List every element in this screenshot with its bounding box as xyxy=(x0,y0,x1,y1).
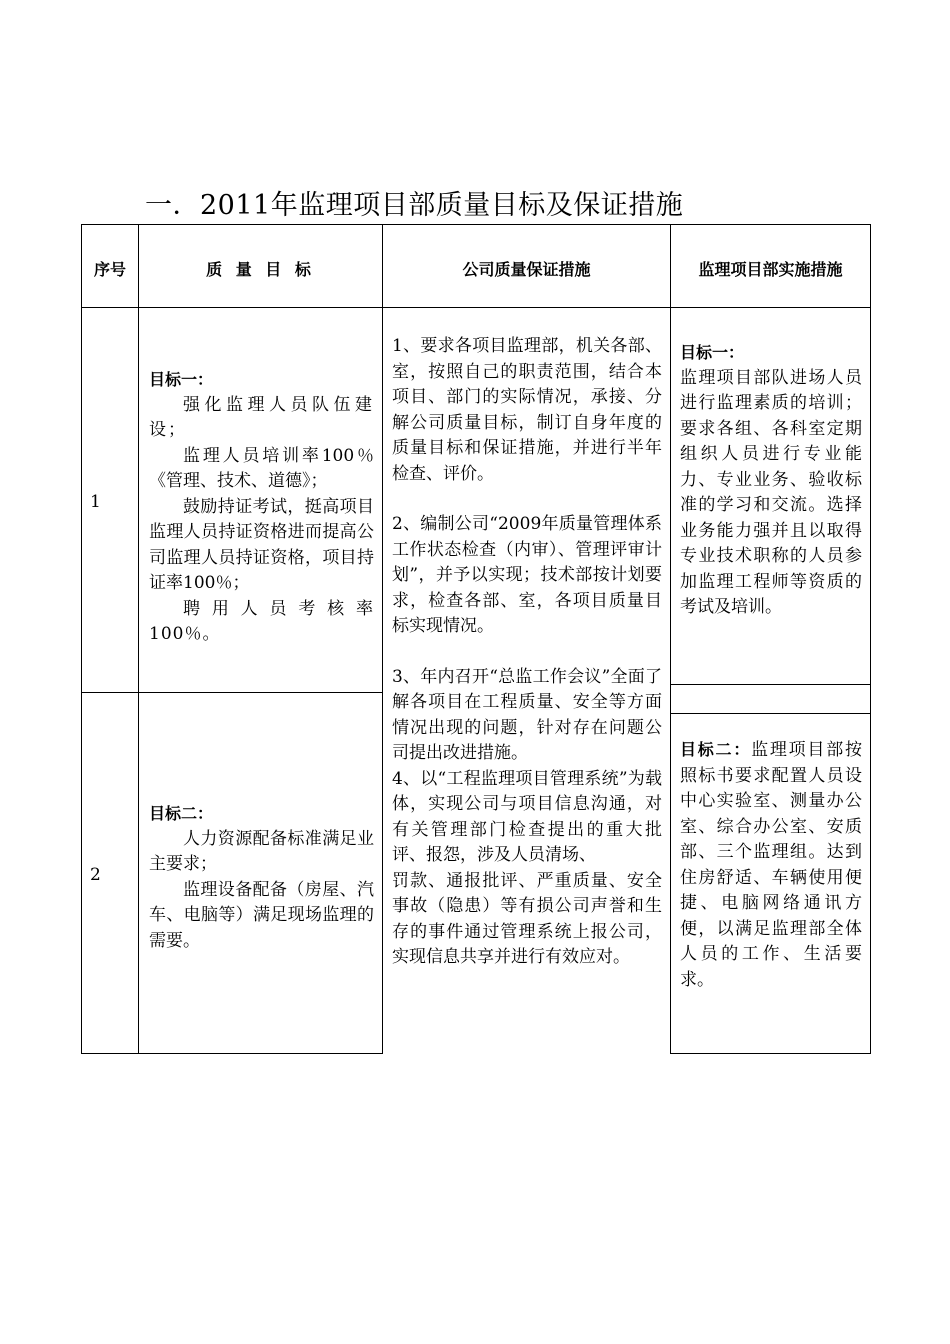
col-border-right xyxy=(870,224,871,1054)
impl-divider-top xyxy=(670,684,871,685)
col-border-3 xyxy=(670,224,671,1054)
company-measure-item: 罚款、通报批评、严重质量、安全事故（隐患）等有损公司声誉和生存的事件通过管理系统上报公司，实现信息共享并进行有效应对。 xyxy=(392,870,662,967)
row-2-goal xyxy=(149,801,374,954)
right-bottom-border xyxy=(670,1053,871,1054)
header-company-measures: 公司质量保证措施 xyxy=(462,260,591,279)
row-2-impl xyxy=(680,737,862,993)
impl-2-title: 目标二： xyxy=(680,740,752,759)
table-top-border xyxy=(81,224,871,225)
header-impl-measures: 监理项目部实施措施 xyxy=(698,260,843,279)
goal-2-title: 目标二： xyxy=(149,804,214,823)
impl-2-text: 监理项目部按照标书要求配置人员设中心实验室、测量办公室、综合办公室、安质部、三个监理组。达到住房舒适、车辆使用便捷、电脑网络通讯方便，以满足监理部全体人员的工作、生活要求。 xyxy=(680,740,862,990)
row-1-goal xyxy=(149,367,374,648)
company-measure-item: 1、要求各项目监理部，机关各部、室，按照自己的职责范围，结合本项目、部门的实际情况，承接、分解公司质量目标，制订自身年度的质量目标和保证措施，并进行半年检查、评价。 xyxy=(392,336,662,484)
goal-1-title: 目标一： xyxy=(149,370,214,389)
col-border-2 xyxy=(382,224,383,1054)
company-measure-item: 3、年内召开“总监工作会议”全面了解各项目在工程质量、安全等方面情况出现的问题，针对存在问题公司提出改进措施。 xyxy=(392,666,662,763)
company-measure-item: 4、以“工程监理项目管理系统”为载体，实现公司与项目信息沟通，对有关管理部门检查提出的重大批评、报怨，涉及人员清场、 xyxy=(392,768,662,865)
row-1-impl xyxy=(680,340,862,621)
header-bottom-border xyxy=(81,307,871,308)
company-measure-item: 2、编制公司“2009年质量管理体系工作状态检查（内审）、管理评审计划”，并予以实现；技术部按计划要求，检查各部、室，各项目质量目标实现情况。 xyxy=(392,514,662,636)
impl-divider-bottom xyxy=(670,713,871,714)
col-border-1 xyxy=(138,224,139,1054)
goal-1-line: 监理人员培训率100％《管理、技术、道德》； xyxy=(149,445,374,491)
goal-1-line: 强化监理人员队伍建设； xyxy=(149,394,374,440)
row-divider xyxy=(81,692,383,693)
page-title: 一．2011年监理项目部质量目标及保证措施 xyxy=(145,190,684,221)
row-2-number: 2 xyxy=(90,865,101,885)
impl-1-text: 监理项目部队进场人员进行监理素质的培训；要求各组、各科室定期组织人员进行专业能力、专业业务、验收标准的学习和交流。选择业务能力强并且以取得专业技术职称的人员参加监理工程师等资质的考试及培训。 xyxy=(680,367,862,617)
left-bottom-border xyxy=(81,1053,383,1054)
goal-1-line: 聘用人员考核率100％。 xyxy=(149,598,374,644)
goal-2-line: 人力资源配备标准满足业主要求； xyxy=(149,828,374,874)
impl-1-title: 目标一： xyxy=(680,343,745,362)
company-measures xyxy=(392,334,662,971)
header-goal: 质 量 目 标 xyxy=(206,260,315,279)
col-border-left xyxy=(81,224,82,1054)
goal-1-line: 鼓励持证考试，挺高项目监理人员持证资格进而提高公司监理人员持证资格，项目持证率100％； xyxy=(149,496,374,593)
row-1-number: 1 xyxy=(90,492,101,512)
goal-2-line: 监理设备配备（房屋、汽车、电脑等）满足现场监理的需要。 xyxy=(149,879,374,951)
header-no: 序号 xyxy=(93,260,126,279)
